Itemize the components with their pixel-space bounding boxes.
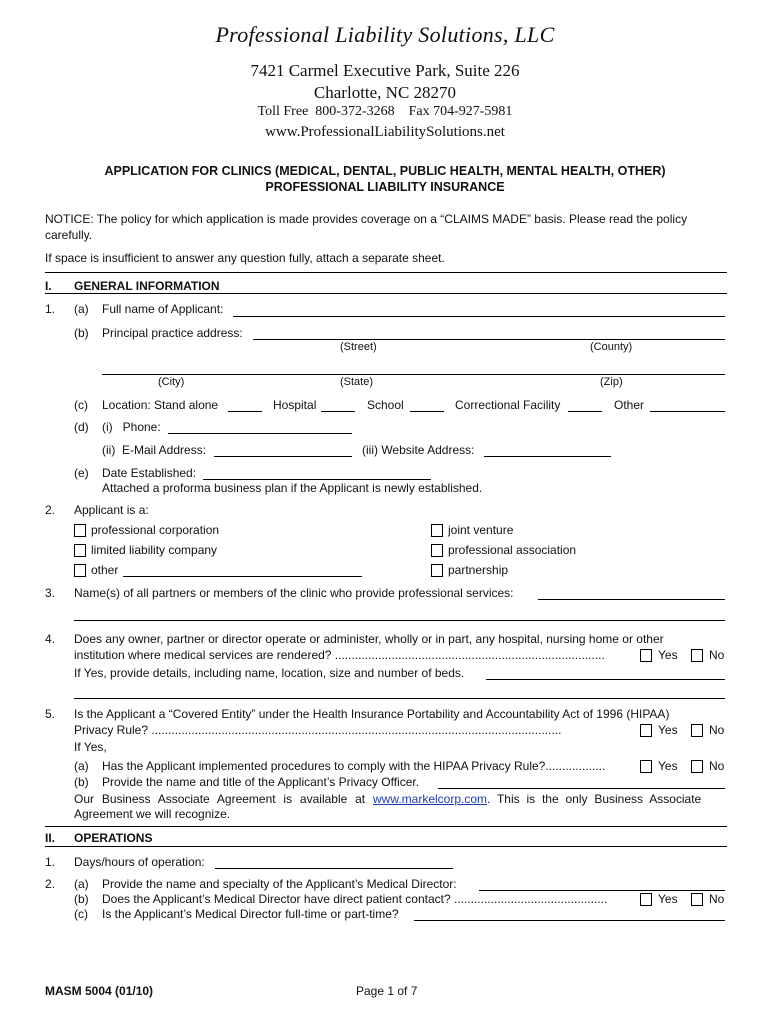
yes-label: Yes [658,892,678,906]
street-address-field[interactable] [253,339,725,340]
checkbox-yes[interactable] [640,724,652,737]
medical-director-label: Provide the name and specialty of the Applicant’s Medical Director: [102,877,457,891]
item-label: (b) [74,892,89,906]
yes-label: Yes [658,648,678,662]
partners-field[interactable] [538,599,725,600]
checkbox-no[interactable] [691,760,703,773]
correctional-label: Correctional Facility [455,398,561,412]
school-field[interactable] [410,411,444,412]
other-entity-field[interactable] [123,576,362,577]
company-website: www.ProfessionalLiabilitySolutions.net [265,124,505,140]
no-label: No [709,648,725,662]
date-established-field[interactable] [203,479,431,480]
phone-label: (i) Phone: [102,420,161,434]
form-title-line-1: APPLICATION FOR CLINICS (MEDICAL, DENTAL, PUBLIC HEALTH, MENTAL HEALTH, OTHER) [104,164,666,178]
privacy-officer-field[interactable] [438,788,725,789]
address-line-1: 7421 Carmel Executive Park, Suite 226 [250,61,520,80]
section-heading-operations: OPERATIONS [74,831,153,845]
checkbox-no[interactable] [691,893,703,906]
item-label: (c) [74,907,88,921]
full-name-label: Full name of Applicant: [102,302,224,316]
privacy-officer-label: Provide the name and title of the Applicant’s Privacy Officer. [102,775,420,789]
full-part-time-question: Is the Applicant’s Medical Director full-time or part-time? [102,907,399,921]
baa-text-cont: Agreement we will recognize. [74,807,231,821]
medical-director-field[interactable] [479,890,725,891]
item-label: (a) [74,302,89,316]
institution-details-label: If Yes, provide details, including name, location, size and number of beds. [74,666,465,680]
school-label: School [367,398,404,412]
question-number: 4. [45,632,56,646]
hospital-field[interactable] [321,411,355,412]
form-title-line-2: PROFESSIONAL LIABILITY INSURANCE [265,180,505,194]
checkbox-yes[interactable] [640,649,652,662]
state-caption: (State) [340,376,374,388]
email-field[interactable] [214,456,352,457]
item-label: (d) [74,420,89,434]
phone-field[interactable] [168,433,352,434]
no-label: No [709,759,725,773]
institution-question-cont: institution where medical services are rendered? ................................................................................. [74,648,605,662]
street-caption: (Street) [340,341,377,353]
question-number: 1. [45,855,56,869]
question-number: 3. [45,586,56,600]
baa-prefix: Our Business Associate Agreement is available at [74,792,373,806]
baa-suffix: . This is the only Business Associate [487,792,702,806]
checkbox-partnership[interactable] [431,564,443,577]
hipaa-question-cont: Privacy Rule? ........................................................................................................................... [74,723,562,737]
hipaa-question: Is the Applicant a “Covered Entity” under the Health Insurance Portability and Accountability Act of 1996 (HIPAA) [74,707,670,721]
item-label: (b) [74,326,89,340]
option-label: joint venture [448,523,514,537]
section-divider [45,826,727,827]
option-label: professional corporation [91,523,220,537]
location-label: Location: Stand alone [102,398,219,412]
company-name: Professional Liability Solutions, LLC [215,22,555,47]
practice-address-label: Principal practice address: [102,326,243,340]
baa-text [74,792,701,806]
checkbox-yes[interactable] [640,760,652,773]
item-label: (c) [74,398,88,412]
section-number: II. [45,831,56,845]
notice-text: NOTICE: The policy for which application is made provides coverage on a “CLAIMS MADE” basis. Please read the policy [45,212,688,226]
hours-field[interactable] [215,868,453,869]
space-instruction: If space is insufficient to answer any question fully, attach a separate sheet. [45,251,445,265]
date-established-label: Date Established: [102,466,197,480]
other-location-field[interactable] [650,411,725,412]
stand-alone-field[interactable] [228,411,262,412]
item-label: (a) [74,759,89,773]
zip-caption: (Zip) [600,376,623,388]
full-name-field[interactable] [233,316,725,317]
question-number: 5. [45,707,56,721]
markelcorp-link[interactable]: www.markelcorp.com [372,792,488,806]
yes-label: Yes [658,759,678,773]
checkbox-other-entity[interactable] [74,564,86,577]
city-caption: (City) [158,376,185,388]
item-label: (a) [74,877,89,891]
checkbox-no[interactable] [691,649,703,662]
applicant-type-label: Applicant is a: [74,503,149,517]
section-divider [45,846,727,847]
notice-text-cont: carefully. [45,228,93,242]
checkbox-yes[interactable] [640,893,652,906]
yes-label: Yes [658,723,678,737]
option-label: partnership [448,563,509,577]
partners-label: Name(s) of all partners or members of the clinic who provide professional services: [74,586,514,600]
city-state-zip-field[interactable] [102,374,725,375]
hipaa-procedures-question: Has the Applicant implemented procedures to comply with the HIPAA Privacy Rule?.................. [102,759,606,773]
if-yes-label: If Yes, [74,740,107,754]
question-number: 2. [45,503,56,517]
institution-details-field[interactable] [486,679,725,680]
correctional-field[interactable] [568,411,602,412]
checkbox-limited-liability-company[interactable] [74,544,86,557]
option-label: limited liability company [91,543,218,557]
section-heading-general-info: GENERAL INFORMATION [74,279,220,293]
section-number: I. [45,279,52,293]
proforma-note: Attached a proforma business plan if the Applicant is newly established. [102,481,483,495]
institution-details-field-cont[interactable] [74,698,725,699]
option-label: professional association [448,543,577,557]
hours-label: Days/hours of operation: [74,855,205,869]
item-label: (b) [74,775,89,789]
patient-contact-question: Does the Applicant’s Medical Director have direct patient contact? .............................................. [102,892,608,906]
county-caption: (County) [590,341,633,353]
form-id: MASM 5004 (01/10) [45,984,154,998]
section-divider [45,272,727,273]
question-number: 1. [45,302,56,316]
checkbox-professional-association[interactable] [431,544,443,557]
full-part-time-field[interactable] [414,920,725,921]
website-label: (iii) Website Address: [362,443,475,457]
other-location-label: Other [614,398,645,412]
option-label: other [91,563,119,577]
phone-fax-line: Toll Free 800-372-3268 Fax 704-927-5981 [257,104,513,119]
institution-question: Does any owner, partner or director operate or administer, wholly or in part, any hospital, nursing home or other [74,632,664,646]
section-divider [45,293,727,294]
partners-field-cont[interactable] [74,620,725,621]
checkbox-professional-corporation[interactable] [74,524,86,537]
page-number: Page 1 of 7 [356,984,418,998]
item-label: (e) [74,466,89,480]
checkbox-joint-venture[interactable] [431,524,443,537]
address-line-2: Charlotte, NC 28270 [313,83,457,102]
checkbox-no[interactable] [691,724,703,737]
hospital-label: Hospital [273,398,317,412]
website-field[interactable] [484,456,611,457]
no-label: No [709,723,725,737]
question-number: 2. [45,877,56,891]
no-label: No [709,892,725,906]
email-label: (ii) E-Mail Address: [102,443,207,457]
